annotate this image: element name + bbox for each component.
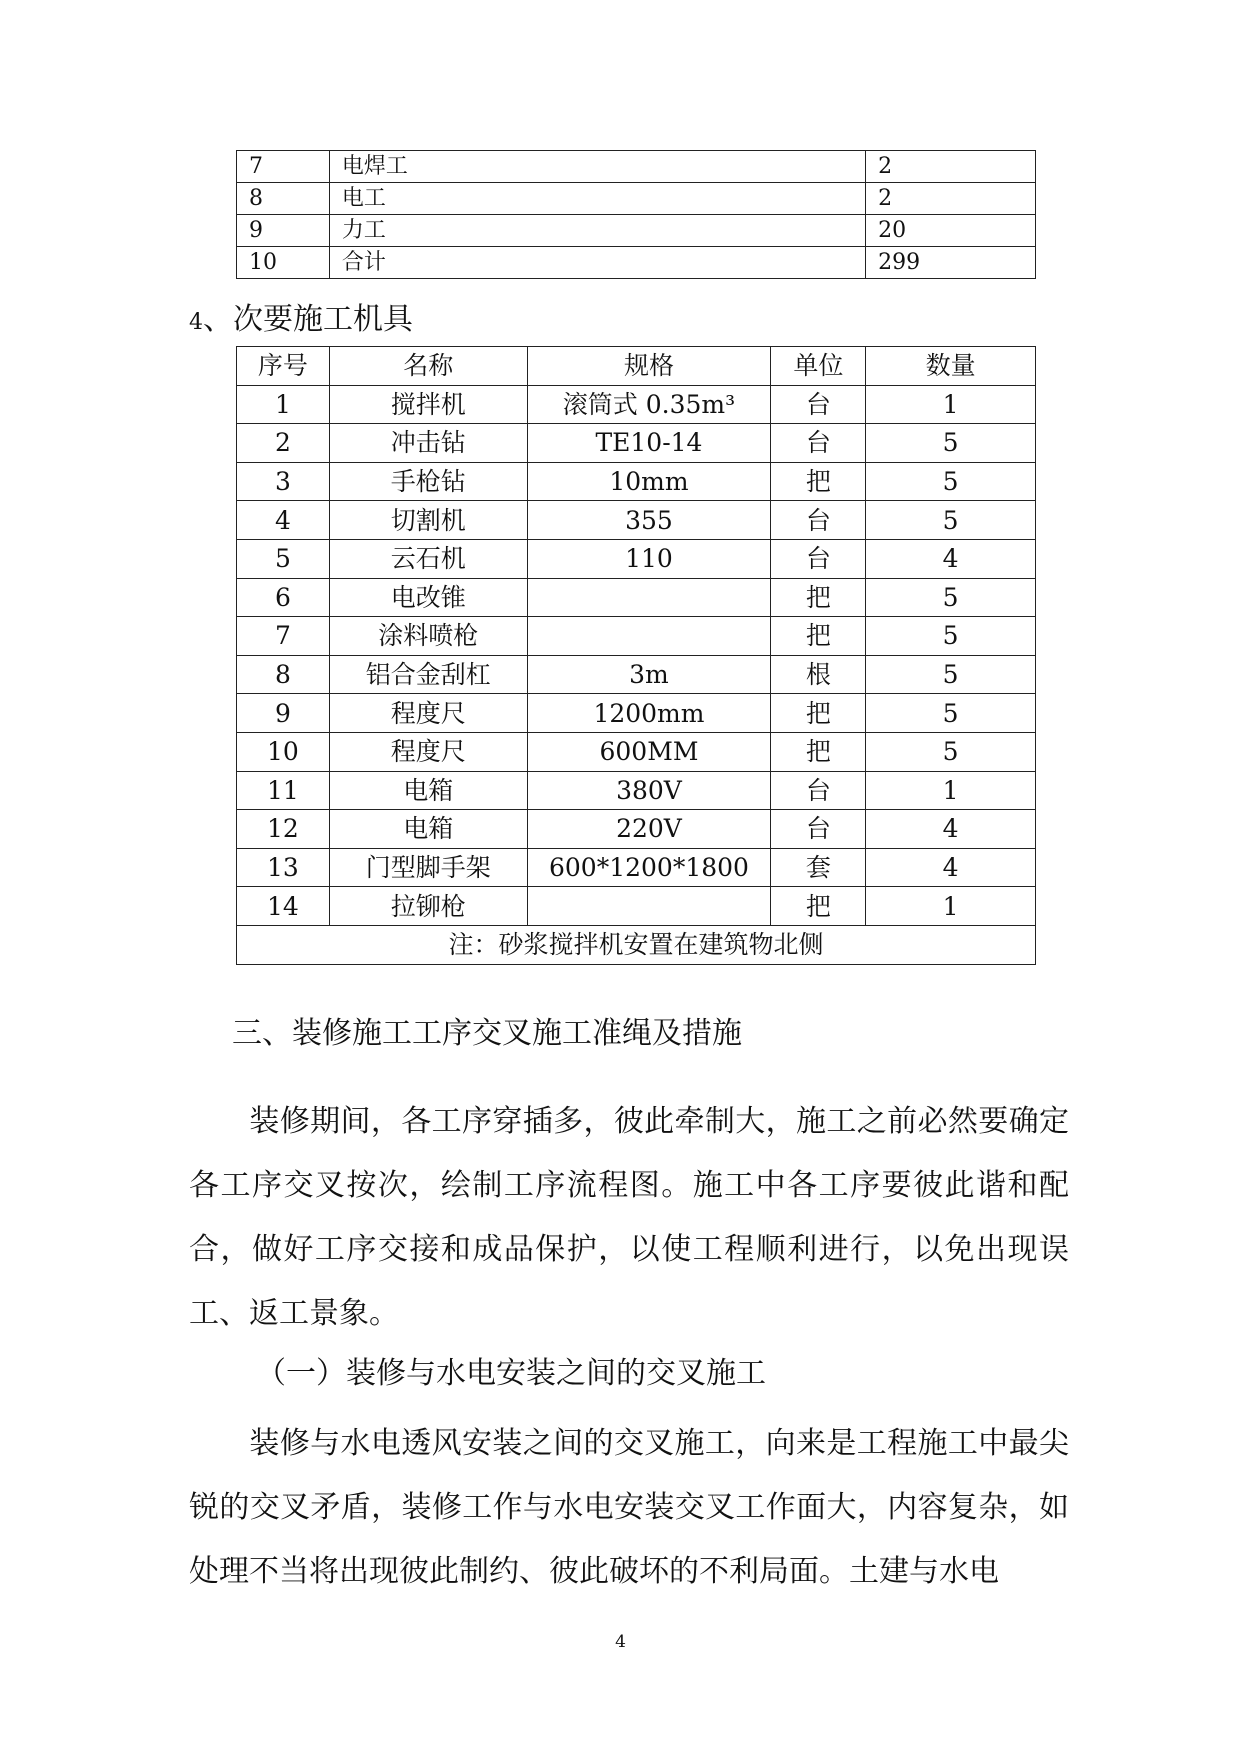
equipment-no: 8: [237, 655, 330, 694]
labor-name: 力工: [329, 215, 865, 247]
paragraph-1-text: 装修期间，各工序穿插多，彼此牵制大，施工之前必然要确定各工序交叉按次，绘制工序流程图。施工中各工序要彼此谐和配合，做好工序交接和成品保护，以使工程顺利进行，以免出现误工、返工景象。: [189, 1104, 1069, 1331]
labor-name: 电焊工: [329, 151, 865, 183]
equipment-spec: 1200mm: [527, 694, 771, 733]
equipment-spec: [527, 578, 771, 617]
equipment-name: 冲击钻: [329, 424, 527, 463]
table-row: [237, 183, 1036, 215]
equipment-unit: 台: [771, 810, 866, 849]
header-qty: 数量: [866, 347, 1036, 386]
equipment-unit: 把: [771, 694, 866, 733]
paragraph-1: [189, 1090, 1069, 1346]
labor-name: 合计: [329, 247, 865, 279]
equipment-name: 电改锥: [329, 578, 527, 617]
equipment-unit: 把: [771, 617, 866, 656]
equipment-unit: 套: [771, 848, 866, 887]
equipment-spec: 380V: [527, 771, 771, 810]
section-4-heading: [189, 294, 413, 338]
equipment-qty: 5: [866, 694, 1036, 733]
header-unit: 单位: [771, 347, 866, 386]
equipment-qty: 1: [866, 385, 1036, 424]
equipment-no: 4: [237, 501, 330, 540]
equipment-name: 门型脚手架: [329, 848, 527, 887]
table-row: [237, 539, 1036, 578]
table-row: [237, 151, 1036, 183]
equipment-no: 6: [237, 578, 330, 617]
equipment-name: 铝合金刮杠: [329, 655, 527, 694]
equipment-qty: 1: [866, 887, 1036, 926]
table-row: [237, 424, 1036, 463]
page-number: 4: [615, 1632, 626, 1652]
equipment-qty: 5: [866, 424, 1036, 463]
equipment-qty: 4: [866, 539, 1036, 578]
equipment-table: [236, 346, 1036, 965]
equipment-spec: 10mm: [527, 462, 771, 501]
table-note-row: [237, 925, 1036, 964]
equipment-no: 14: [237, 887, 330, 926]
equipment-unit: 把: [771, 732, 866, 771]
equipment-spec: 600*1200*1800: [527, 848, 771, 887]
header-spec: 规格: [527, 347, 771, 386]
equipment-name: 拉铆枪: [329, 887, 527, 926]
equipment-qty: 5: [866, 732, 1036, 771]
section-title: 、次要施工机具: [203, 302, 413, 337]
equipment-name: 程度尺: [329, 732, 527, 771]
equipment-spec: 600MM: [527, 732, 771, 771]
equipment-no: 12: [237, 810, 330, 849]
equipment-name: 云石机: [329, 539, 527, 578]
equipment-name: 涂料喷枪: [329, 617, 527, 656]
table-row: [237, 385, 1036, 424]
equipment-spec: 3m: [527, 655, 771, 694]
equipment-unit: 把: [771, 462, 866, 501]
equipment-spec: TE10-14: [527, 424, 771, 463]
labor-name: 电工: [329, 183, 865, 215]
equipment-no: 13: [237, 848, 330, 887]
table-row: [237, 848, 1036, 887]
equipment-qty: 5: [866, 501, 1036, 540]
equipment-spec: 110: [527, 539, 771, 578]
equipment-unit: 台: [771, 539, 866, 578]
labor-no: 9: [237, 215, 330, 247]
equipment-no: 10: [237, 732, 330, 771]
subheading: （一）装修与水电安装之间的交叉施工: [256, 1356, 766, 1391]
equipment-qty: 4: [866, 810, 1036, 849]
equipment-no: 11: [237, 771, 330, 810]
section-3-heading: 三、装修施工工序交叉施工准绳及措施: [232, 1016, 742, 1051]
equipment-unit: 根: [771, 655, 866, 694]
table-header-row: [237, 347, 1036, 386]
equipment-unit: 把: [771, 578, 866, 617]
equipment-name: 电箱: [329, 810, 527, 849]
table-row: [237, 247, 1036, 279]
equipment-no: 2: [237, 424, 330, 463]
table-row: [237, 501, 1036, 540]
equipment-qty: 1: [866, 771, 1036, 810]
equipment-name: 手枪钻: [329, 462, 527, 501]
equipment-name: 搅拌机: [329, 385, 527, 424]
equipment-unit: 台: [771, 501, 866, 540]
equipment-spec: 355: [527, 501, 771, 540]
header-no: 序号: [237, 347, 330, 386]
equipment-qty: 5: [866, 462, 1036, 501]
equipment-unit: 台: [771, 424, 866, 463]
labor-table: [236, 150, 1036, 279]
labor-count: 2: [866, 183, 1036, 215]
section-number: 4: [189, 310, 203, 335]
paragraph-2: [189, 1412, 1069, 1604]
labor-no: 7: [237, 151, 330, 183]
paragraph-2-text: 装修与水电透风安装之间的交叉施工，向来是工程施工中最尖锐的交叉矛盾，装修工作与水电安装交叉工作面大，内容复杂，如处理不当将出现彼此制约、彼此破坏的不利局面。土建与水电: [189, 1426, 1069, 1589]
equipment-no: 9: [237, 694, 330, 733]
equipment-name: 程度尺: [329, 694, 527, 733]
labor-count: 20: [866, 215, 1036, 247]
equipment-unit: 台: [771, 385, 866, 424]
table-row: [237, 887, 1036, 926]
labor-no: 8: [237, 183, 330, 215]
table-row: [237, 694, 1036, 733]
equipment-name: 切割机: [329, 501, 527, 540]
equipment-name: 电箱: [329, 771, 527, 810]
table-row: [237, 771, 1036, 810]
labor-count: 2: [866, 151, 1036, 183]
equipment-spec: [527, 617, 771, 656]
equipment-spec: 滚筒式 0.35m³: [527, 385, 771, 424]
table-row: [237, 462, 1036, 501]
equipment-spec: [527, 887, 771, 926]
equipment-qty: 5: [866, 617, 1036, 656]
equipment-spec: 220V: [527, 810, 771, 849]
labor-no: 10: [237, 247, 330, 279]
table-row: [237, 655, 1036, 694]
labor-count: 299: [866, 247, 1036, 279]
table-note: 注：砂浆搅拌机安置在建筑物北侧: [237, 925, 1036, 964]
table-row: [237, 215, 1036, 247]
equipment-unit: 台: [771, 771, 866, 810]
table-row: [237, 578, 1036, 617]
header-name: 名称: [329, 347, 527, 386]
equipment-qty: 5: [866, 655, 1036, 694]
equipment-no: 1: [237, 385, 330, 424]
equipment-qty: 5: [866, 578, 1036, 617]
table-row: [237, 732, 1036, 771]
table-row: [237, 810, 1036, 849]
equipment-no: 7: [237, 617, 330, 656]
equipment-no: 3: [237, 462, 330, 501]
equipment-unit: 把: [771, 887, 866, 926]
table-row: [237, 617, 1036, 656]
equipment-no: 5: [237, 539, 330, 578]
equipment-qty: 4: [866, 848, 1036, 887]
